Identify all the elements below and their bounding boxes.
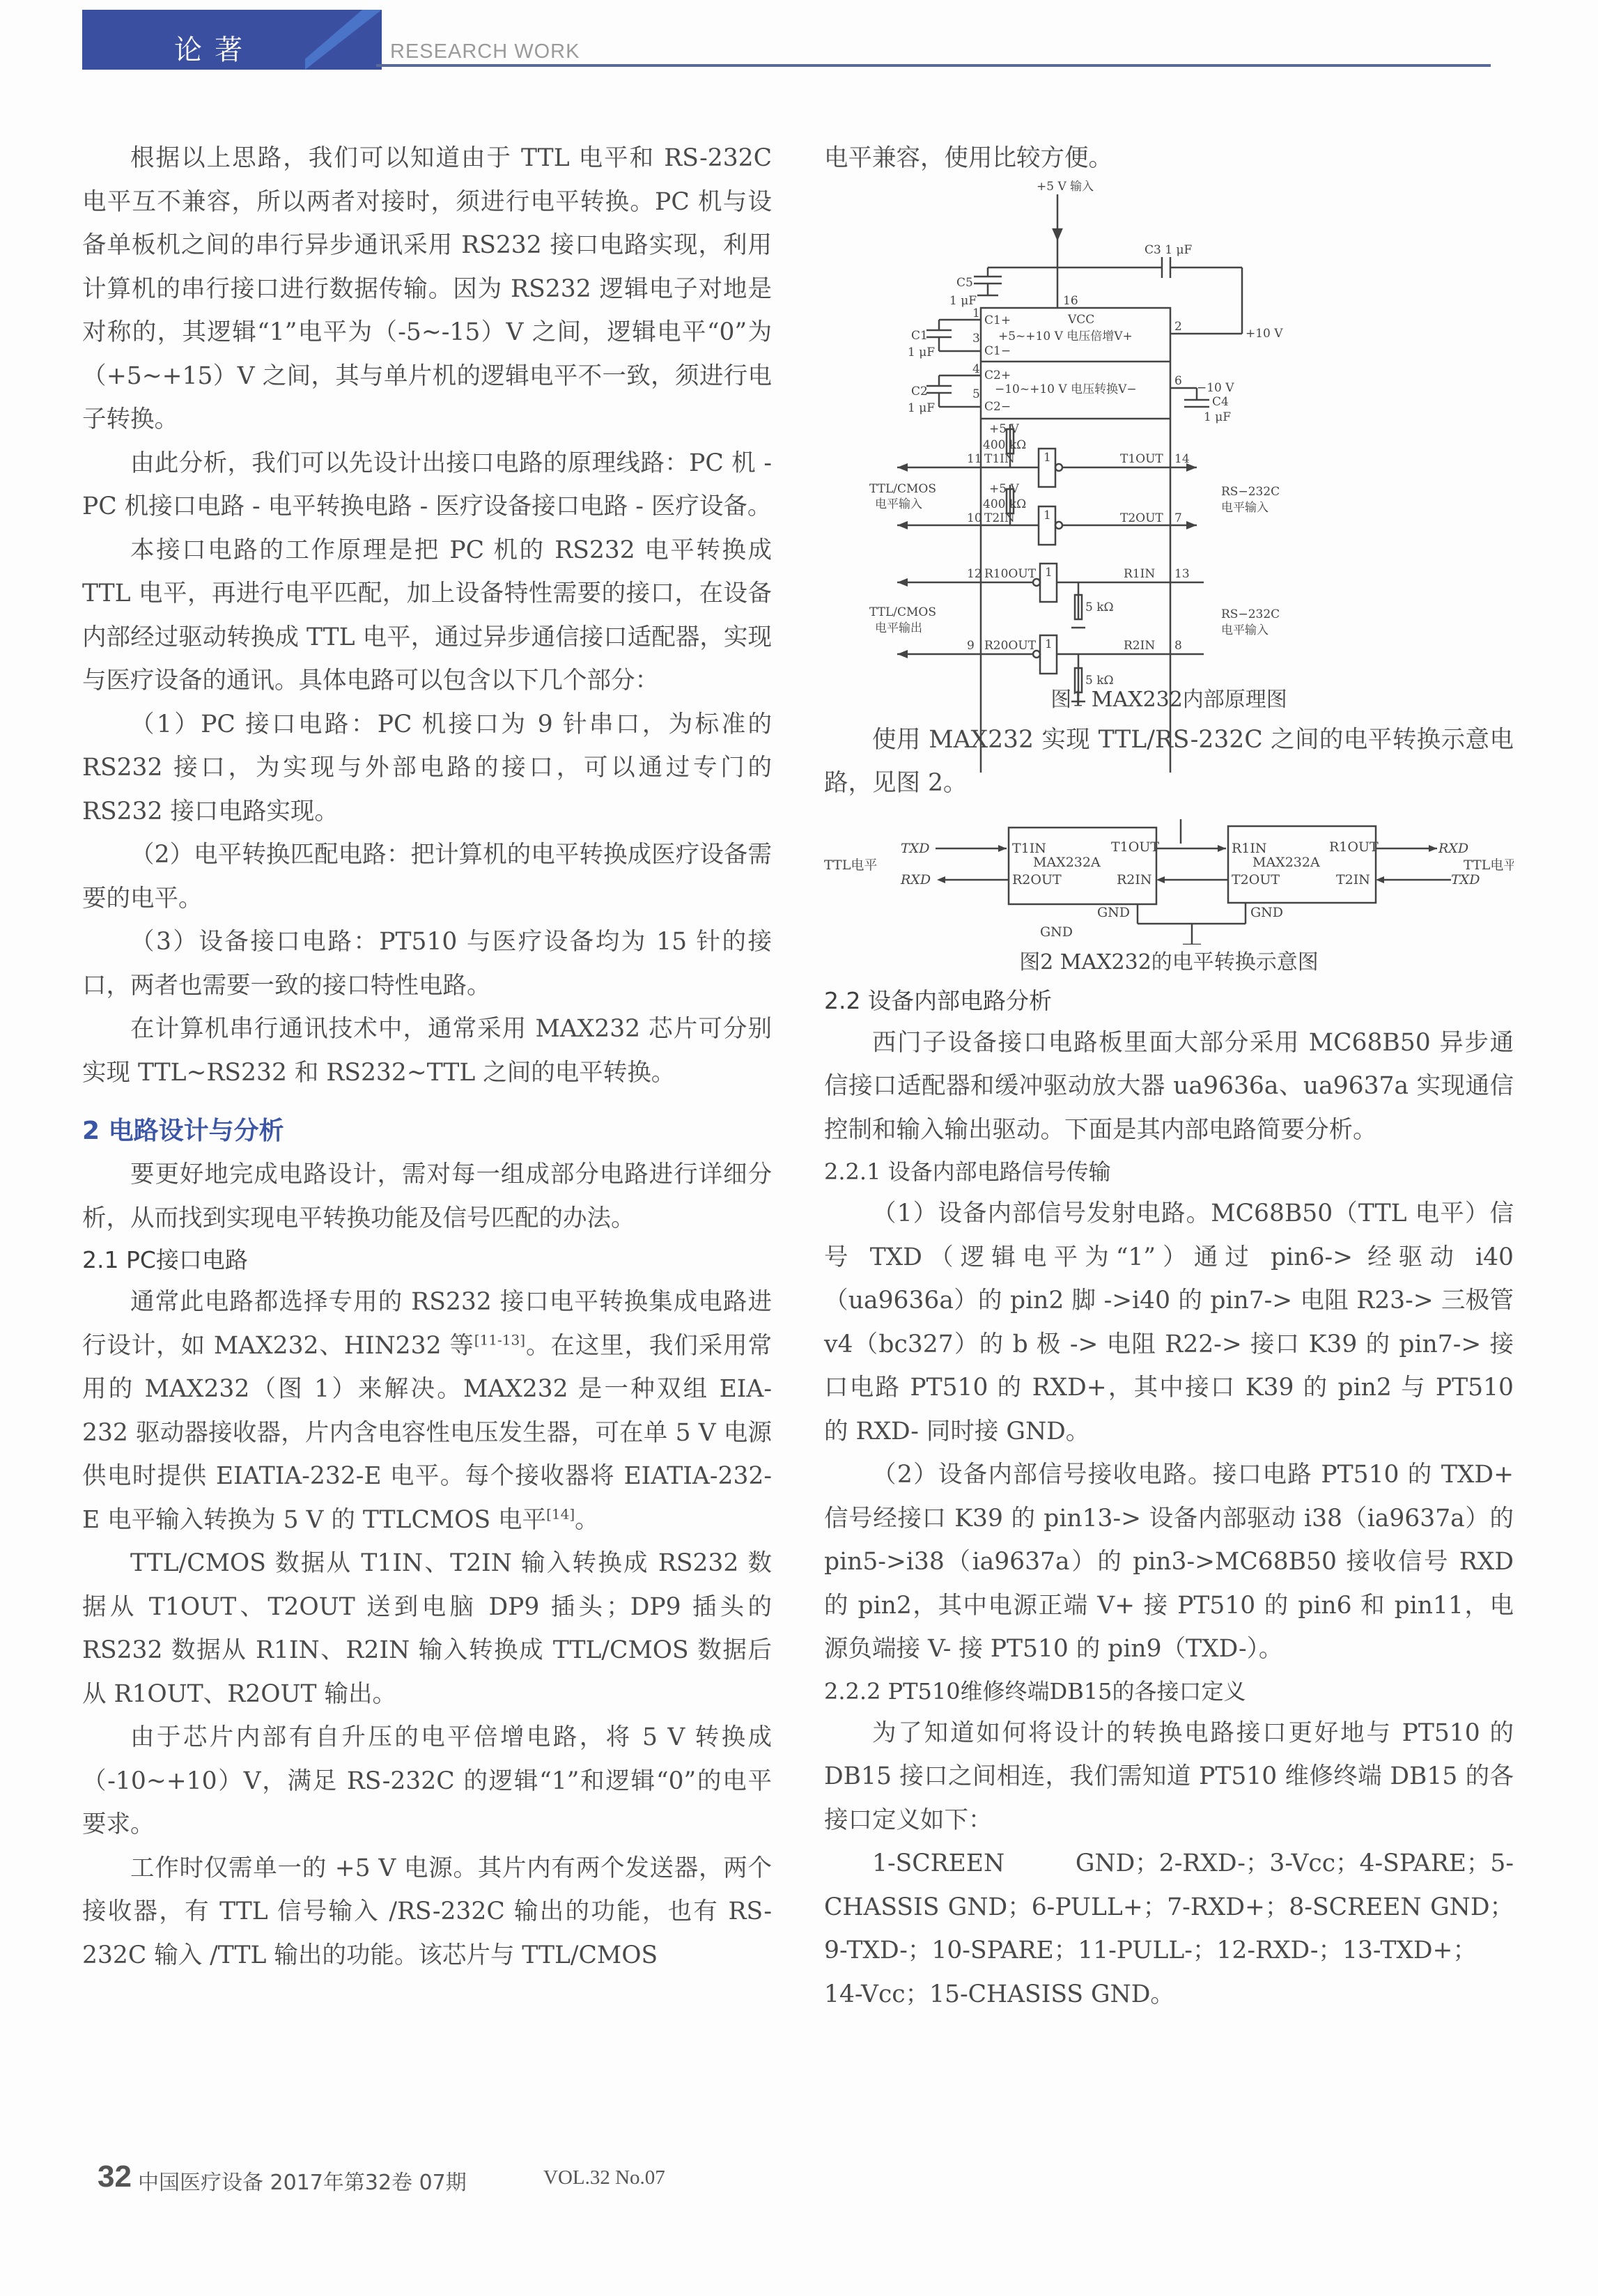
c5-label: C5: [956, 275, 973, 290]
subsection-heading: 2.1 PC接口电路: [82, 1246, 248, 1273]
pin-2: 2: [1174, 319, 1182, 334]
figure-caption: 图2 MAX232的电平转换示意图: [1019, 949, 1319, 975]
vcc-label: VCC: [1068, 312, 1095, 327]
paragraph-text: 。在这里，我们采用常用的 MAX232（图 1）来解决。MAX232 是一种双组 EIA-232 驱动器接收器，片内含电容性电压发生器，可在单 5 V 电源供电时提供 EIATIA-232-E 电平。每个接收器将 EIATIA-232-E 电平输入转换为 5 V 的 TTLCMOS 电平: [82, 1331, 772, 1534]
pin-16: 16: [1063, 293, 1078, 308]
c2-label: C2: [911, 384, 928, 398]
txd-right: TXD: [1451, 871, 1480, 887]
level-conversion-diagram: [824, 805, 1514, 945]
list-item: （1）PC 接口电路：PC 机接口为 9 针串口，为标准的 RS232 接口，为实现与外部电路的接口，可以通过专门的 RS232 接口电路实现。: [82, 710, 772, 825]
ttl-input-label: 电平输入: [875, 497, 922, 511]
volume-info: VOL.32 No.07: [543, 2166, 665, 2189]
paragraph: 在计算机串行通讯技术中，通常采用 MAX232 芯片可分别实现 TTL~RS232 和 RS232~TTL 之间的电平转换。: [82, 1015, 772, 1087]
r2in-label: R2IN: [1117, 871, 1152, 887]
paragraph: 要更好地完成电路设计，需对每一组成部分电路进行详细分析，从而找到实现电平转换功能及信号匹配的办法。: [82, 1161, 772, 1232]
pin-4: 4: [972, 362, 980, 376]
section-title-cn: 论著: [174, 34, 255, 66]
gate-label: 1: [1044, 508, 1051, 522]
c2-value: 1 μF: [908, 401, 936, 415]
c1m-label: C1−: [984, 343, 1011, 358]
paragraph: 根据以上思路，我们可以知道由于 TTL 电平和 RS-232C 电平互不兼容，所以两者对接时，须进行电平转换。PC 机与设备单板机之间的串行异步通讯采用 RS232 接口电路实现，利用计算机的串行接口进行数据传输。因为 RS232 逻辑电子对地是对称的，其逻辑“1”电平为（-5~-15）V 之间，逻辑电平“0”为（+5~+15）V 之间，其与单片机的逻辑电平不一致，须进行电子转换。: [82, 144, 772, 433]
c1-label: C1: [911, 328, 928, 343]
pullup-label: +5 V: [989, 481, 1019, 496]
subsubsection-heading: 2.2.2 PT510维修终端DB15的各接口定义: [824, 1677, 1246, 1705]
t1out-label: T1OUT: [1120, 451, 1163, 466]
ttl-level-right: TTL电平: [1464, 857, 1514, 873]
receiver-resistor: 5 kΩ: [1085, 600, 1114, 614]
gate-label: 1: [1045, 637, 1053, 651]
t2out-label: T2OUT: [1232, 871, 1280, 887]
txd-left: TXD: [901, 840, 930, 856]
gate-label: 1: [1044, 450, 1051, 465]
figure-1: [869, 180, 1468, 773]
t1in-label: T1IN: [1012, 840, 1046, 856]
left-column: [82, 137, 772, 1977]
c2m-label: C2−: [984, 399, 1011, 414]
section-heading: 2 电路设计与分析: [82, 1117, 284, 1145]
section-header-slant: [293, 10, 362, 70]
paragraph: 为了知道如何将设计的转换电路接口更好地与 PT510 的 DB15 接口之间相连，我们需知道 PT510 维修终端 DB15 的各接口定义如下：: [824, 1719, 1514, 1834]
t1in-label: T1IN: [984, 451, 1015, 466]
t2in-label: T2IN: [1336, 871, 1370, 887]
plus10-label: +10 V: [1246, 326, 1283, 341]
paragraph-text: 。: [575, 1505, 599, 1534]
ttl-output-label: TTL/CMOS: [869, 605, 937, 619]
ttl-level-left: TTL电平: [824, 857, 878, 873]
c2p-label: C2+: [984, 368, 1011, 382]
pin-12: 12: [967, 566, 982, 581]
pin-8: 8: [1174, 638, 1182, 653]
supply-label: +5 V 输入: [1037, 180, 1094, 194]
max232-schematic: [869, 180, 1468, 773]
right-column: [824, 137, 1514, 2016]
chip-name: MAX232A: [1033, 854, 1101, 870]
paragraph: 电平兼容，使用比较方便。: [824, 144, 1112, 172]
list-item: （3）设备接口电路：PT510 与医疗设备均为 15 针的接口，两者也需要一致的接口特性电路。: [82, 928, 772, 1000]
pin-6: 6: [1174, 373, 1182, 388]
list-item: （2）电平转换匹配电路：把计算机的电平转换成医疗设备需要的电平。: [82, 841, 772, 913]
pin-13: 13: [1174, 566, 1190, 581]
ttl-input-label: TTL/CMOS: [869, 481, 937, 496]
gnd-label: GND: [1250, 904, 1284, 920]
paragraph: 由于芯片内部有自升压的电平倍增电路，将 5 V 转换成（-10~+10）V，满足 RS-232C 的逻辑“1”和逻辑“0”的电平要求。: [82, 1723, 772, 1838]
subsubsection-heading: 2.2.1 设备内部电路信号传输: [824, 1158, 1111, 1185]
minus10-label: −10 V: [1197, 380, 1234, 395]
figure-caption: 图1 MAX232内部原理图: [1050, 687, 1287, 712]
figure-2: [824, 805, 1514, 945]
c1p-label: C1+: [984, 313, 1011, 327]
r1out-label: R10OUT: [984, 566, 1037, 581]
r2in-label: R2IN: [1124, 638, 1156, 653]
paragraph: TTL/CMOS 数据从 T1IN、T2IN 输入转换成 RS232 数据从 T1OUT、T2OUT 送到电脑 DP9 插头；DP9 插头的 RS232 数据从 R1IN、R2IN 输入转换成 TTL/CMOS 数据后从 R1OUT、R2OUT 输出。: [82, 1549, 772, 1708]
rs232-label: 电平输入: [1221, 500, 1269, 515]
pin-3: 3: [972, 331, 980, 346]
gnd-label: GND: [1097, 904, 1131, 920]
paragraph: （2）设备内部信号接收电路。接口电路 PT510 的 TXD+ 信号经接口 K39 的 pin13-> 设备内部驱动 i38（ia9637a）的 pin5->i38（ia9637a）的 pin3->MC68B50 接收信号 RXD 的 pin2，其中电源正端 V+ 接 PT510 的 pin6 和 pin11，电源负端接 V- 接 PT510 的 pin9（TXD-）。: [824, 1461, 1514, 1663]
r2out-label: R20OUT: [984, 638, 1037, 653]
rs232-label: RS−232C: [1221, 484, 1280, 499]
paragraph: 西门子设备接口电路板里面大部分采用 MC68B50 异步通信接口适配器和缓冲驱动放大器 ua9636a、ua9637a 实现通信控制和输入输出驱动。下面是其内部电路简要分析。: [824, 1028, 1514, 1144]
pullup-resistor: 400 kΩ: [983, 497, 1027, 511]
rs232-label: RS−232C: [1221, 607, 1280, 621]
c3-label: C3 1 μF: [1145, 242, 1193, 257]
pin-7: 7: [1174, 511, 1182, 525]
r1in-label: R1IN: [1124, 566, 1156, 581]
chip-name: MAX232A: [1252, 854, 1320, 870]
header-rule: [376, 64, 1491, 67]
rs232-label: 电平输入: [1221, 623, 1269, 637]
paragraph-text: 通常此电路都选择专用的 RS232 接口电平转换集成电路进行设计，如 MAX232、HIN232 等: [82, 1288, 772, 1360]
ttl-output-label: 电平输出: [875, 621, 922, 635]
pullup-resistor: 400 kΩ: [983, 437, 1027, 452]
section-title-en: RESEARCH WORK: [390, 40, 580, 63]
c5-value: 1 μF: [949, 293, 977, 308]
pin-definitions: 1-SCREEN GND；2-RXD-；3-Vcc；4-SPARE；5-CHASSIS GND；6-PULL+；7-RXD+；8-SCREEN GND；9-TXD-；10-SPARE；11-PULL-；12-RXD-；13-TXD+；14-Vcc；15-CHASISS GND。: [824, 1849, 1514, 2008]
pin-1: 1: [972, 306, 980, 320]
pin-5: 5: [972, 387, 980, 401]
r2out-label: R2OUT: [1012, 871, 1062, 887]
paragraph: 由此分析，我们可以先设计出接口电路的原理线路：PC 机 -PC 机接口电路 - 电平转换电路 - 医疗设备接口电路 - 医疗设备。: [82, 449, 772, 520]
paragraph: 使用 MAX232 实现 TTL/RS-232C 之间的电平转换示意电路，见图 2。: [824, 725, 1514, 797]
c1-value: 1 μF: [908, 345, 936, 359]
citation: [11-13]: [474, 1331, 526, 1348]
t2in-label: T2IN: [984, 511, 1015, 525]
inverter-label: −10~+10 V 电压转换V−: [995, 382, 1137, 396]
rxd-right: RXD: [1438, 840, 1469, 856]
journal-name: 中国医疗设备 2017年第32卷 07期: [138, 2171, 467, 2195]
receiver-resistor: 5 kΩ: [1085, 673, 1114, 688]
r1out-label: R1OUT: [1329, 839, 1379, 855]
c4-value: 1 μF: [1204, 410, 1232, 424]
c4-label: C4: [1212, 394, 1229, 409]
pin-9: 9: [967, 638, 975, 653]
paragraph: （1）设备内部信号发射电路。MC68B50（TTL 电平）信号 TXD（逻辑电平为“1”）通过 pin6-> 经驱动 i40（ua9636a）的 pin2 脚 ->i40 的 pin7-> 电阻 R23-> 三极管 v4（bc327）的 b 极 -> 电阻 R22-> 接口 K39 的 pin7-> 接口电路 PT510 的 RXD+，其中接口 K39 的 pin2 与 PT510 的 RXD- 同时接 GND。: [824, 1200, 1514, 1445]
subsection-heading: 2.2 设备内部电路分析: [824, 986, 1052, 1014]
paragraph: 本接口电路的工作原理是把 PC 机的 RS232 电平转换成 TTL 电平，再进行电平匹配，加上设备特性需要的接口，在设备内部经过驱动转换成 TTL 电平，通过异步通信接口适配器，实现与医疗设备的通讯。具体电路可以包含以下几个部分：: [82, 536, 772, 695]
rxd-left: RXD: [901, 871, 931, 887]
citation: [14]: [546, 1505, 575, 1522]
t1out-label: T1OUT: [1111, 839, 1160, 855]
r1in-label: R1IN: [1232, 840, 1267, 856]
gnd-label: GND: [1040, 924, 1073, 940]
pin-10: 10: [967, 511, 982, 525]
page-number: 32: [98, 2159, 132, 2194]
paragraph: 工作时仅需单一的 +5 V 电源。其片内有两个发送器，两个接收器，有 TTL 信号输入 /RS-232C 输出的功能，也有 RS-232C 输入 /TTL 输出的功能。该芯片与 TTL/CMOS: [82, 1854, 772, 1969]
doubler-label: +5~+10 V 电压倍增V+: [998, 329, 1133, 343]
pin-14: 14: [1174, 451, 1190, 466]
pullup-label: +5 V: [989, 421, 1019, 436]
pin-11: 11: [967, 451, 982, 466]
paragraph: [82, 1280, 772, 1542]
gate-label: 1: [1045, 565, 1053, 580]
t2out-label: T2OUT: [1120, 511, 1163, 525]
